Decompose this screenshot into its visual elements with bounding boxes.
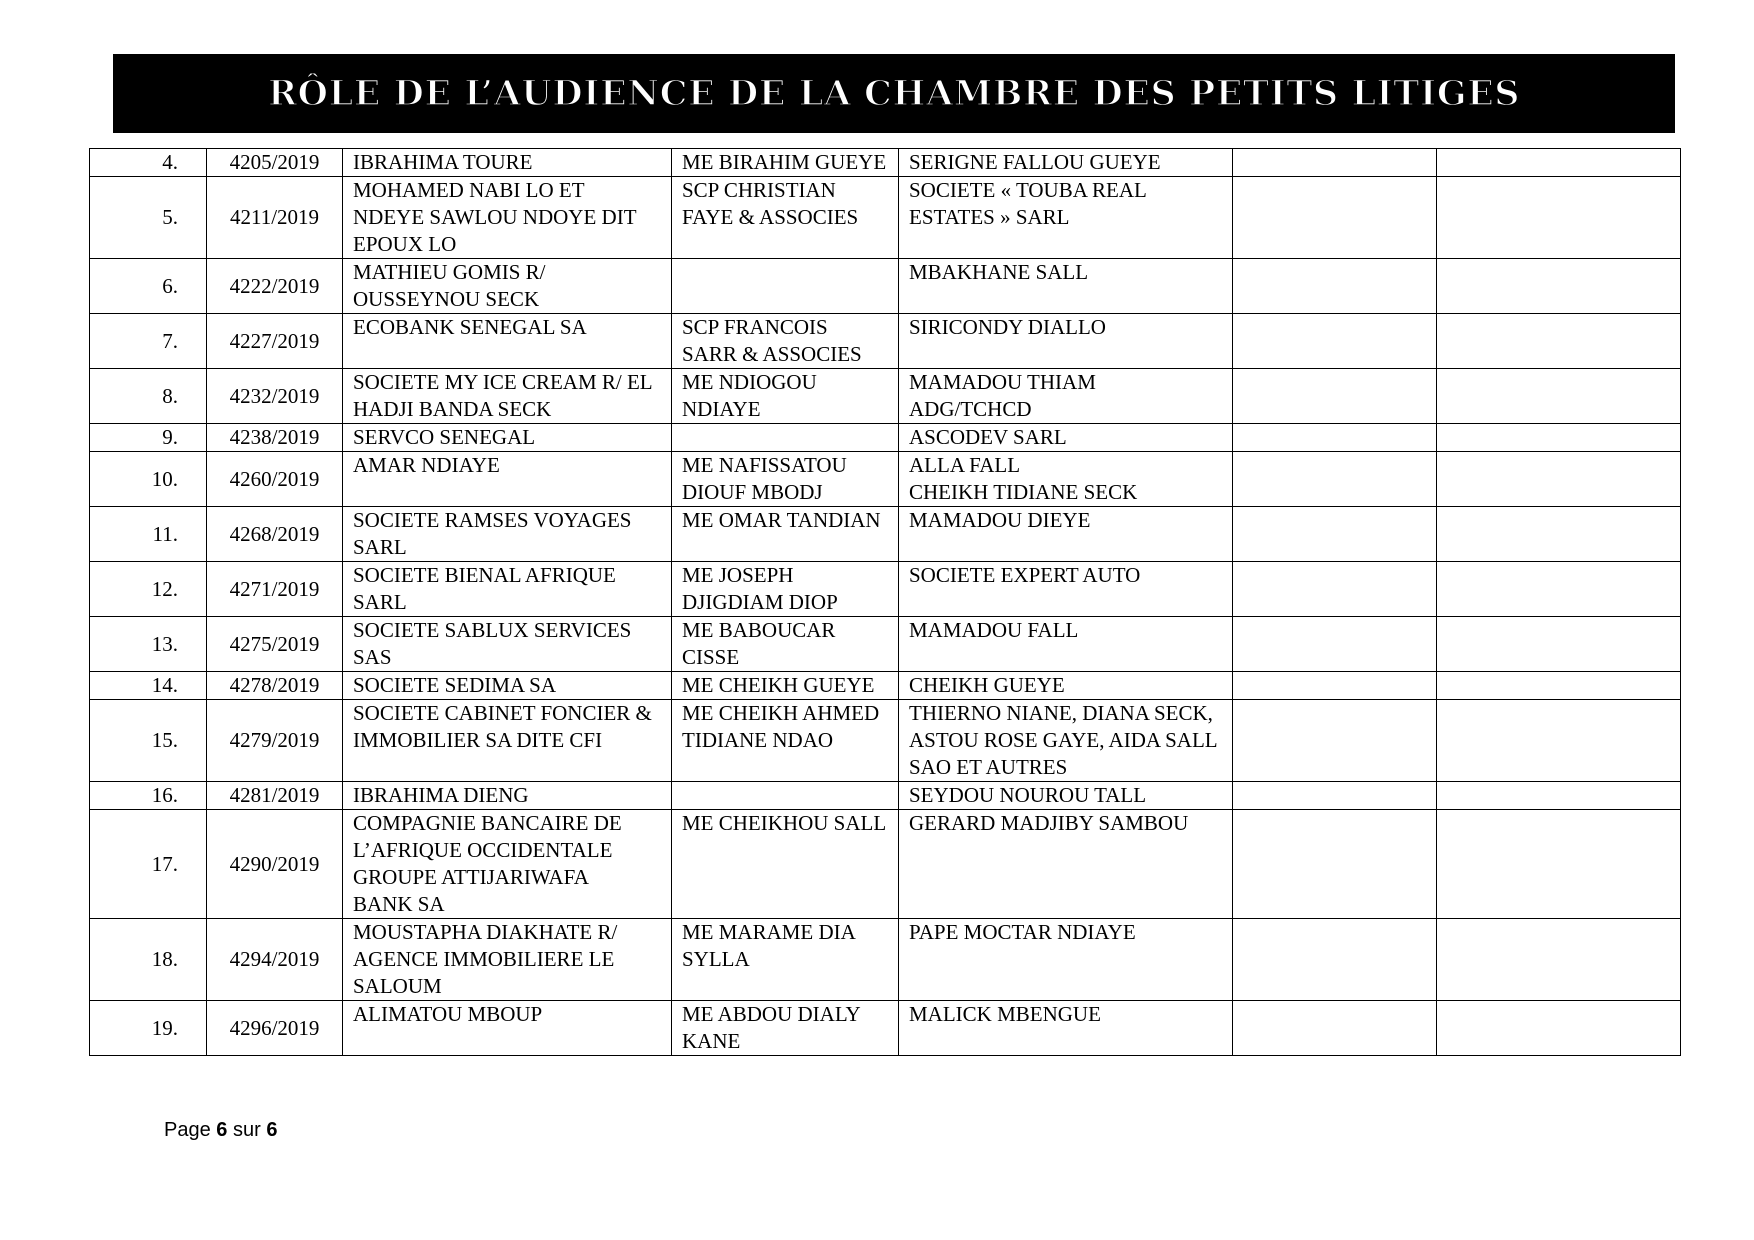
lawyer-cell: ME BIRAHIM GUEYE [672, 149, 899, 177]
empty-cell-1 [1233, 452, 1437, 507]
footer-separator: sur [232, 1119, 261, 1141]
empty-cell-1 [1233, 149, 1437, 177]
case-number: 4271/2019 [207, 562, 343, 617]
empty-cell-2 [1437, 177, 1681, 259]
case-number: 4232/2019 [207, 369, 343, 424]
lawyer-cell [672, 424, 899, 452]
row-number: 12. [90, 562, 207, 617]
lawyer-cell: ME CHEIKH GUEYE [672, 672, 899, 700]
row-number: 14. [90, 672, 207, 700]
defendant-cell: MAMADOU THIAM ADG/TCHCD [899, 369, 1233, 424]
table-row [90, 507, 1681, 562]
lawyer-cell: SCP FRANCOIS SARR & ASSOCIES [672, 314, 899, 369]
empty-cell-2 [1437, 700, 1681, 782]
plaintiff-cell: MATHIEU GOMIS R/ OUSSEYNOU SECK [343, 259, 672, 314]
empty-cell-2 [1437, 782, 1681, 810]
lawyer-cell: ME ABDOU DIALY KANE [672, 1001, 899, 1056]
row-number: 17. [90, 810, 207, 919]
plaintiff-cell: SOCIETE BIENAL AFRIQUE SARL [343, 562, 672, 617]
case-number: 4227/2019 [207, 314, 343, 369]
table-row [90, 369, 1681, 424]
row-number: 7. [90, 314, 207, 369]
row-number: 9. [90, 424, 207, 452]
defendant-cell: SOCIETE EXPERT AUTO [899, 562, 1233, 617]
defendant-cell: CHEIKH GUEYE [899, 672, 1233, 700]
lawyer-cell [672, 259, 899, 314]
plaintiff-cell: MOUSTAPHA DIAKHATE R/ AGENCE IMMOBILIERE LE SALOUM [343, 919, 672, 1001]
case-number: 4281/2019 [207, 782, 343, 810]
plaintiff-cell: IBRAHIMA DIENG [343, 782, 672, 810]
plaintiff-cell: SOCIETE SABLUX SERVICES SAS [343, 617, 672, 672]
empty-cell-2 [1437, 149, 1681, 177]
empty-cell-1 [1233, 369, 1437, 424]
lawyer-cell: ME MARAME DIA SYLLA [672, 919, 899, 1001]
table-row [90, 424, 1681, 452]
case-number: 4296/2019 [207, 1001, 343, 1056]
empty-cell-2 [1437, 1001, 1681, 1056]
empty-cell-1 [1233, 314, 1437, 369]
defendant-cell: SIRICONDY DIALLO [899, 314, 1233, 369]
hearing-roll-table [89, 148, 1681, 1056]
row-number: 11. [90, 507, 207, 562]
empty-cell-2 [1437, 314, 1681, 369]
table-row [90, 617, 1681, 672]
lawyer-cell: ME CHEIKHOU SALL [672, 810, 899, 919]
empty-cell-1 [1233, 259, 1437, 314]
case-number: 4290/2019 [207, 810, 343, 919]
plaintiff-cell: COMPAGNIE BANCAIRE DE L’AFRIQUE OCCIDENTALE GROUPE ATTIJARIWAFA BANK SA [343, 810, 672, 919]
table-row [90, 672, 1681, 700]
row-number: 19. [90, 1001, 207, 1056]
row-number: 13. [90, 617, 207, 672]
page-title: RÔLE DE L’AUDIENCE DE LA CHAMBRE DES PETITS LITIGES [267, 73, 1521, 114]
plaintiff-cell: SERVCO SENEGAL [343, 424, 672, 452]
defendant-cell: THIERNO NIANE, DIANA SECK, ASTOU ROSE GAYE, AIDA SALL SAO ET AUTRES [899, 700, 1233, 782]
table-row [90, 259, 1681, 314]
plaintiff-cell: SOCIETE MY ICE CREAM R/ EL HADJI BANDA SECK [343, 369, 672, 424]
plaintiff-cell: SOCIETE SEDIMA SA [343, 672, 672, 700]
defendant-cell: SEYDOU NOUROU TALL [899, 782, 1233, 810]
empty-cell-1 [1233, 1001, 1437, 1056]
empty-cell-2 [1437, 562, 1681, 617]
case-number: 4211/2019 [207, 177, 343, 259]
row-number: 6. [90, 259, 207, 314]
case-number: 4278/2019 [207, 672, 343, 700]
defendant-cell: GERARD MADJIBY SAMBOU [899, 810, 1233, 919]
empty-cell-2 [1437, 810, 1681, 919]
footer-page-total: 6 [266, 1119, 278, 1141]
plaintiff-cell: AMAR NDIAYE [343, 452, 672, 507]
table-row [90, 782, 1681, 810]
case-number: 4294/2019 [207, 919, 343, 1001]
plaintiff-cell: SOCIETE RAMSES VOYAGES SARL [343, 507, 672, 562]
empty-cell-2 [1437, 617, 1681, 672]
lawyer-cell: ME CHEIKH AHMED TIDIANE NDAO [672, 700, 899, 782]
table-row [90, 700, 1681, 782]
defendant-cell: ALLA FALL CHEIKH TIDIANE SECK [899, 452, 1233, 507]
defendant-cell: MBAKHANE SALL [899, 259, 1233, 314]
plaintiff-cell: SOCIETE CABINET FONCIER & IMMOBILIER SA DITE CFI [343, 700, 672, 782]
case-number: 4279/2019 [207, 700, 343, 782]
table-row [90, 452, 1681, 507]
empty-cell-1 [1233, 424, 1437, 452]
empty-cell-1 [1233, 562, 1437, 617]
footer-page-number: 6 [216, 1119, 228, 1141]
table-body [90, 149, 1681, 1056]
empty-cell-1 [1233, 782, 1437, 810]
lawyer-cell: ME OMAR TANDIAN [672, 507, 899, 562]
defendant-cell: MAMADOU DIEYE [899, 507, 1233, 562]
lawyer-cell: SCP CHRISTIAN FAYE & ASSOCIES [672, 177, 899, 259]
footer-prefix: Page [164, 1119, 211, 1141]
case-number: 4205/2019 [207, 149, 343, 177]
table-row [90, 1001, 1681, 1056]
empty-cell-2 [1437, 507, 1681, 562]
row-number: 15. [90, 700, 207, 782]
empty-cell-1 [1233, 617, 1437, 672]
empty-cell-1 [1233, 700, 1437, 782]
empty-cell-2 [1437, 672, 1681, 700]
defendant-cell: SOCIETE « TOUBA REAL ESTATES » SARL [899, 177, 1233, 259]
plaintiff-cell: ECOBANK SENEGAL SA [343, 314, 672, 369]
defendant-cell: PAPE MOCTAR NDIAYE [899, 919, 1233, 1001]
row-number: 16. [90, 782, 207, 810]
title-banner [113, 54, 1675, 133]
table-row [90, 562, 1681, 617]
row-number: 5. [90, 177, 207, 259]
lawyer-cell: ME NDIOGOU NDIAYE [672, 369, 899, 424]
defendant-cell: MALICK MBENGUE [899, 1001, 1233, 1056]
case-number: 4275/2019 [207, 617, 343, 672]
plaintiff-cell: IBRAHIMA TOURE [343, 149, 672, 177]
empty-cell-2 [1437, 919, 1681, 1001]
table-row [90, 810, 1681, 919]
table-row [90, 314, 1681, 369]
row-number: 8. [90, 369, 207, 424]
lawyer-cell: ME NAFISSATOU DIOUF MBODJ [672, 452, 899, 507]
case-number: 4268/2019 [207, 507, 343, 562]
lawyer-cell: ME BABOUCAR CISSE [672, 617, 899, 672]
empty-cell-1 [1233, 810, 1437, 919]
empty-cell-1 [1233, 507, 1437, 562]
lawyer-cell [672, 782, 899, 810]
case-number: 4222/2019 [207, 259, 343, 314]
defendant-cell: SERIGNE FALLOU GUEYE [899, 149, 1233, 177]
empty-cell-1 [1233, 919, 1437, 1001]
plaintiff-cell: MOHAMED NABI LO ET NDEYE SAWLOU NDOYE DIT EPOUX LO [343, 177, 672, 259]
case-number: 4260/2019 [207, 452, 343, 507]
defendant-cell: ASCODEV SARL [899, 424, 1233, 452]
empty-cell-2 [1437, 369, 1681, 424]
row-number: 18. [90, 919, 207, 1001]
empty-cell-1 [1233, 177, 1437, 259]
empty-cell-2 [1437, 424, 1681, 452]
plaintiff-cell: ALIMATOU MBOUP [343, 1001, 672, 1056]
row-number: 4. [90, 149, 207, 177]
lawyer-cell: ME JOSEPH DJIGDIAM DIOP [672, 562, 899, 617]
case-number: 4238/2019 [207, 424, 343, 452]
table-row [90, 919, 1681, 1001]
empty-cell-2 [1437, 259, 1681, 314]
table-row [90, 177, 1681, 259]
empty-cell-1 [1233, 672, 1437, 700]
page-footer [164, 1119, 277, 1142]
empty-cell-2 [1437, 452, 1681, 507]
row-number: 10. [90, 452, 207, 507]
table-row [90, 149, 1681, 177]
defendant-cell: MAMADOU FALL [899, 617, 1233, 672]
